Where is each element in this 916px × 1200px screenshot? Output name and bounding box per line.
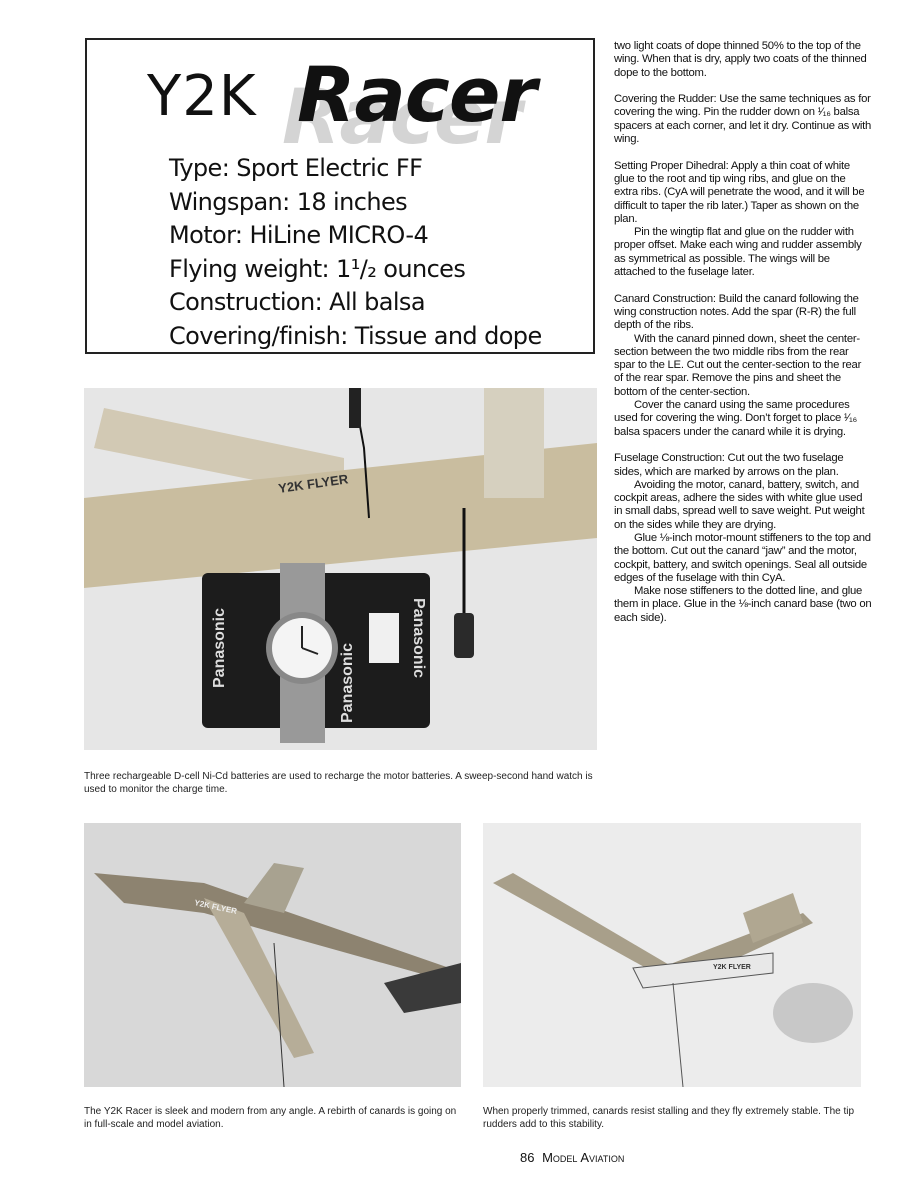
caption-bottom-left: The Y2K Racer is sleek and modern from any angle. A rebirth of canards is going on in full-scale and model aviation. [84, 1106, 457, 1130]
battery-label-2: Panasonic [339, 642, 356, 723]
spec-box [85, 38, 595, 354]
spec-type: Type: Sport Electric FF [169, 154, 423, 182]
battery-label-3: Panasonic [410, 598, 427, 679]
photo-batteries-watch [84, 388, 597, 750]
fuselage-label: Y2K FLYER [713, 964, 751, 971]
spec-motor: Motor: HiLine MICRO-4 [169, 221, 429, 249]
photo-racer-flight-left [84, 823, 461, 1087]
title-logo: Racer [297, 50, 536, 139]
spec-weight: Flying weight: 1¹/₂ ounces [169, 254, 466, 283]
spec-construction: Construction: All balsa [169, 288, 425, 316]
photo-racer-flight-right [483, 823, 861, 1087]
section-canard: Canard Construction: Build the canard following the wing construction notes. Add the spar (R-R) the full depth of the ribs. With the canard pinned down, sheet the center-section between the two middle ribs from the rear spar to the LE. Cut out the center-section to the rear of the rear spar. Remove the pins and sheet the bottom of the center-section. Cover the canard using the same procedures used for covering the wing. Don’t forget to place ¹⁄₁₆ balsa spacers under the canard while it is drying. [614, 292, 862, 438]
page-number: 86 [520, 1150, 535, 1165]
page-footer [520, 1150, 624, 1165]
article-column [614, 40, 872, 638]
paragraph-covering-rudder: Covering the Rudder: Use the same techniques as for covering the wing. Pin the rudder down on ¹⁄₁₆ balsa spacers at each corner, and let it dry. Continue as with wing. [614, 93, 872, 146]
fuselage-label: Y2K FLYER [193, 898, 238, 916]
section-dihedral: Setting Proper Dihedral: Apply a thin coat of white glue to the root and tip wing ribs, and glue on the extra ribs. (CyA will penetrate the wood, and it will be difficult to taper the rib later.) Taper as shown on the plan. Pin the wingtip flat and glue on the rudder with proper offset. Make each wing and rudder assembly as symmetrical as possible. The wings will be attached to the fuselage later. [614, 159, 865, 279]
title-prefix: Y2K [147, 64, 257, 129]
spec-list [169, 152, 542, 353]
battery-label-1: Panasonic [211, 607, 228, 688]
section-fuselage: Fuselage Construction: Cut out the two fuselage sides, which are marked by arrows on the plan. Avoiding the motor, canard, battery, switch, and cockpit areas, adhere the sides with white glue used in small dabs, spread well to save weight. Put weight on the sides while they are drying. Glue ⅛-inch motor-mount stiffeners to the top and the bottom. Cut out the canard “jaw” and the motor, cockpit, battery, and switch openings. Seal all outside edges of the fuselage with thin CyA. Make nose stiffeners to the dotted line, and glue them in place. Glue in the ⅛-inch canard base (two on each side). [614, 452, 872, 624]
caption-bottom-right: When properly trimmed, canards resist stalling and they fly extremely stable. The tip rudders add to this stability. [483, 1106, 855, 1130]
paragraph-dope: two light coats of dope thinned 50% to the top of the wing. When that is dry, apply two coats of the thinned dope to the bottom. [614, 40, 867, 79]
spec-covering: Covering/finish: Tissue and dope [169, 321, 542, 350]
spec-wingspan: Wingspan: 18 inches [169, 187, 408, 216]
fuselage-label: Y2K FLYER [277, 471, 350, 496]
caption-top-photo: Three rechargeable D-cell Ni-Cd batteries are used to recharge the motor batteries. A sweep-second hand watch is used to monitor the charge time. [84, 771, 593, 795]
magazine-name: Model Aviation [542, 1150, 625, 1165]
